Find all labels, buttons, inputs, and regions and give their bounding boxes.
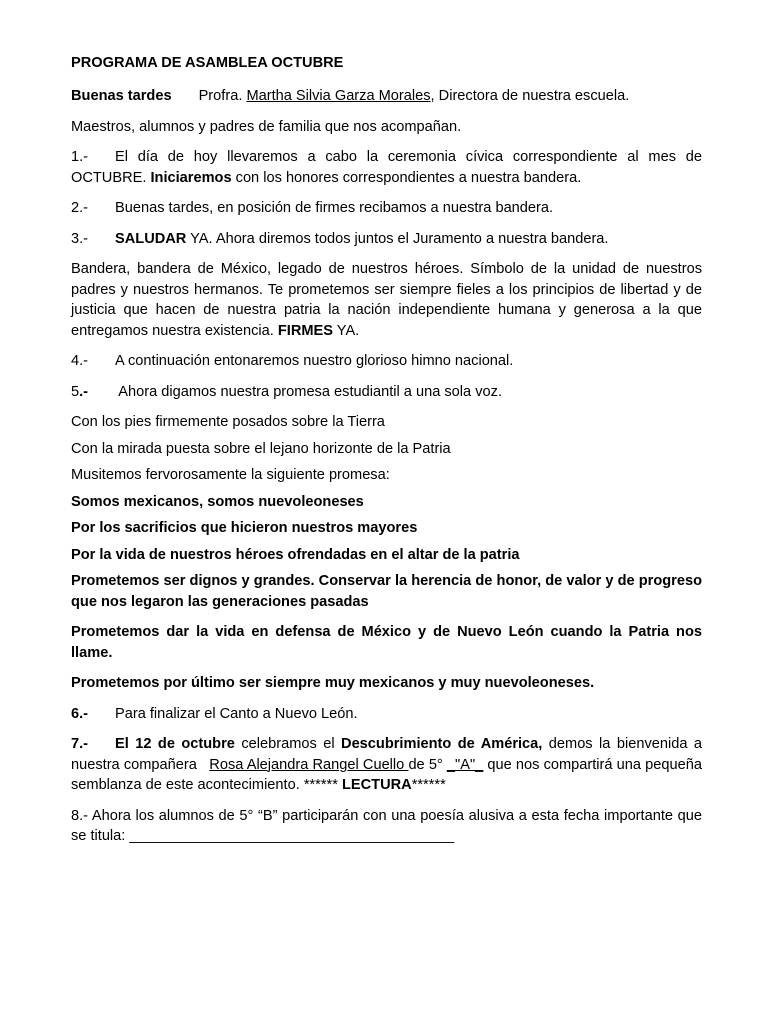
item-6-number: 6.- (71, 705, 89, 722)
item-8-number: 8.- (71, 807, 89, 824)
item-4 (71, 351, 702, 372)
item-3-number: 3.- (71, 230, 89, 247)
student-name: Rosa Alejandra Rangel Cuello (209, 756, 409, 773)
promise-line-5: Prometemos dar la vida en defensa de México y de Nuevo León cuando la Patria nos llame. (71, 624, 702, 661)
item-7-number: 7.- (71, 736, 89, 752)
audience-line: Maestros, alumnos y padres de familia que nos acompañan. (71, 118, 462, 135)
item-5-text: Ahora digamos nuestra promesa estudiantil a una sola voz. (115, 383, 502, 400)
item-1-number: 1.- (71, 149, 89, 165)
item-7-text-a: celebramos el (234, 736, 342, 752)
item-8 (71, 806, 702, 847)
item-4-number: 4.- (71, 353, 89, 369)
promise-line-1: Somos mexicanos, somos nuevoleoneses (71, 493, 364, 510)
promise-line-3: Por la vida de nuestros héroes ofrendadas en el altar de la patria (71, 546, 520, 563)
promise-line-6: Prometemos por último ser siempre muy mexicanos y muy nuevoleoneses. (71, 675, 595, 691)
item-7-bold-b: Descubrimiento de América, (341, 736, 543, 752)
item-2 (71, 198, 702, 219)
document-page (71, 50, 707, 857)
greeting-line (71, 86, 702, 107)
item-7-text-c: de 5° (408, 756, 447, 773)
document-title: PROGRAMA DE ASAMBLEA OCTUBRE (71, 55, 344, 71)
item-5-number (71, 382, 115, 403)
item-5-number-digit: 5 (71, 383, 80, 400)
item-1-text-a: El día de hoy llevaremos a cabo la ceremonia cívica correspondiente al mes de OCTUBRE. (71, 149, 702, 186)
promise-line-2: Por los sacrificios que hicieron nuestros mayores (71, 520, 418, 536)
director-name: Martha Silvia Garza Morales (246, 88, 431, 104)
item-6 (71, 704, 702, 725)
greeting-bold: Buenas tardes (71, 88, 172, 104)
promise-intro-2: Con la mirada puesta sobre el lejano horizonte de la Patria (71, 440, 451, 457)
item-7-bold-a: El 12 de octubre (115, 736, 235, 752)
flag-oath (71, 259, 702, 341)
item-7-bold-c: LECTURA (341, 777, 412, 793)
item-7-text-e: ****** (411, 777, 446, 793)
promise-intro-3: Musitemos fervorosamente la siguiente promesa: (71, 467, 390, 483)
item-3-text: YA. Ahora diremos todos juntos el Juramento a nuestra bandera. (186, 230, 609, 247)
item-4-text: A continuación entonaremos nuestro glorioso himno nacional. (115, 353, 514, 369)
item-5-number-suffix: .- (79, 383, 89, 400)
item-5 (71, 382, 702, 403)
flag-oath-text: Bandera, bandera de México, legado de nuestros héroes. Símbolo de la unidad de nuestros padres y nuestros hermanos. Te prometemos ser siempre fieles a los principios de libertad y de justicia que hacen de nuestra patria la nación independiente humana y generosa a la que entregamos nuestra existencia. (71, 261, 702, 339)
item-7 (71, 734, 707, 796)
student-group: _"A"_ (446, 756, 484, 773)
item-7-text-d: que nos compartirá una pequeña semblanza de este acontecimiento. ****** (71, 756, 702, 793)
promise-intro-1: Con los pies firmemente posados sobre la Tierra (71, 414, 385, 430)
promise-line-4: Prometemos ser dignos y grandes. Conservar la herencia de honor, de valor y de progreso que nos legaron las generaciones pasadas (71, 573, 702, 610)
item-7-text-b: demos la bienvenida a nuestra compañera (71, 736, 707, 773)
flag-oath-bold: FIRMES (277, 322, 333, 339)
item-2-text: Buenas tardes, en posición de firmes recibamos a nuestra bandera. (115, 200, 554, 216)
item-1-text-b: con los honores correspondientes a nuestra bandera. (231, 169, 582, 186)
greeting-prefix: Profra. (198, 88, 247, 104)
item-8-text: Ahora los alumnos de 5° “B” participarán con una poesía alusiva a esta fecha importante que se titula: ________________________________________ (71, 807, 702, 844)
item-1 (71, 147, 702, 188)
item-6-text: Para finalizar el Canto a Nuevo León. (115, 705, 358, 722)
item-3 (71, 229, 702, 250)
item-3-bold: SALUDAR (115, 230, 187, 247)
item-1-bold: Iniciaremos (150, 169, 232, 186)
flag-oath-end: YA. (333, 322, 360, 339)
greeting-suffix: , Directora de nuestra escuela. (430, 88, 630, 104)
item-2-number: 2.- (71, 200, 89, 216)
